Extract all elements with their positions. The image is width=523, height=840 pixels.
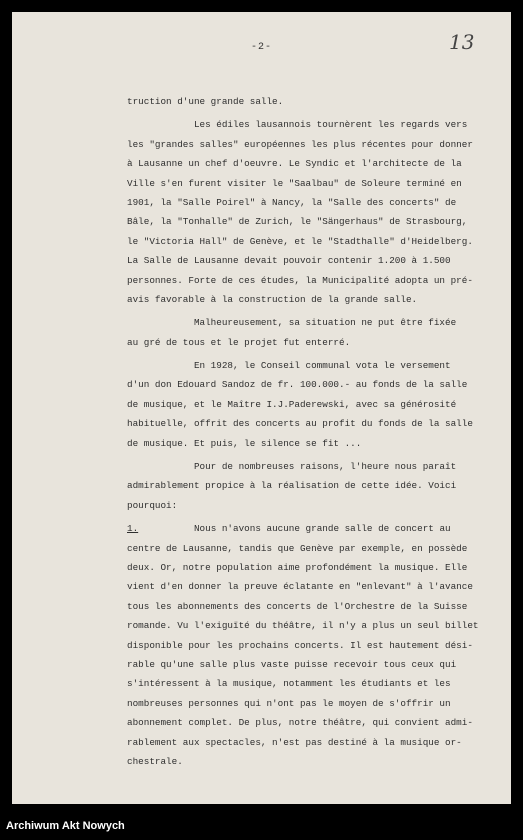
document-body — [127, 92, 492, 771]
text-line: deux. Or, notre population aime profondément la musique. Elle — [127, 561, 468, 573]
text-line: avis favorable à la construction de la grande salle. — [127, 293, 418, 305]
text-line: le "Victoria Hall" de Genève, et le "Stadthalle" d'Heidelberg. — [127, 235, 473, 247]
text-line: d'un don Edouard Sandoz de fr. 100.000.- au fonds de la salle — [127, 379, 468, 391]
archive-label: Archiwum Akt Nowych — [6, 820, 125, 832]
archive-footer — [0, 810, 523, 840]
text-line: chestrale. — [127, 755, 183, 767]
text-line: nombreuses personnes qui n'ont pas le moyen de s'offrir un — [127, 697, 451, 709]
text-line: habituelle, offrit des concerts au profit du fonds de la salle — [127, 418, 473, 430]
text-line: 1901, la "Salle Poirel" à Nancy, la "Salle des concerts" de — [127, 196, 457, 208]
text-line: rablement aux spectacles, n'est pas destiné à la musique or- — [127, 736, 462, 748]
text-line: les "grandes salles" européennes les plus récentes pour donner — [127, 138, 473, 150]
text-line: personnes. Forte de ces études, la Municipalité adopta un pré- — [127, 274, 473, 286]
text-line: La Salle de Lausanne devait pouvoir contenir 1.200 à 1.500 — [127, 255, 451, 267]
text-line: de musique. Et puis, le silence se fit ... — [127, 437, 362, 449]
text-line: truction d'une grande salle. — [127, 96, 284, 107]
list-number: 1. — [127, 523, 139, 535]
document-page — [12, 12, 511, 804]
text-line: 1. Nous n'avons aucune grande salle de concert au — [127, 523, 451, 535]
text-line: s'intéressent à la musique, notamment les étudiants et les — [127, 678, 451, 690]
text-line: au gré de tous et le projet fut enterré. — [127, 336, 351, 348]
text-line: En 1928, le Conseil communal vota le versement — [127, 360, 451, 372]
text-line: à Lausanne un chef d'oeuvre. Le Syndic et l'architecte de la — [127, 158, 462, 170]
text-line: centre de Lausanne, tandis que Genève par exemple, en possède — [127, 542, 468, 554]
folio-number: 13 — [449, 30, 475, 54]
text-line: disponible pour les prochains concerts. Il est hautement dési- — [127, 639, 473, 651]
page-number: -2- — [250, 42, 272, 53]
text-line: romande. Vu l'exiguïté du théâtre, il n'y a plus un seul billet — [127, 620, 479, 632]
text-line: admirablement propice à la réalisation de cette idée. Voici — [127, 480, 457, 492]
text-line: vient d'en donner la preuve éclatante en "enlevant" à l'avance — [127, 581, 473, 593]
text-line: tous les abonnements des concerts de l'Orchestre de la Suisse — [127, 600, 468, 612]
text-line: Bâle, la "Tonhalle" de Zurich, le "Sängerhaus" de Strasbourg, — [127, 216, 468, 228]
text-line: rable qu'une salle plus vaste puisse recevoir tous ceux qui — [127, 658, 457, 670]
text-line: Malheureusement, sa situation ne put être fixée — [127, 317, 457, 329]
text-line: abonnement complet. De plus, notre théâtre, qui convient admi- — [127, 717, 473, 729]
text-line: Les édiles lausannois tournèrent les regards vers — [127, 119, 468, 131]
text-line: Pour de nombreuses raisons, l'heure nous paraît — [127, 461, 457, 473]
text-line: Ville s'en furent visiter le "Saalbau" de Soleure terminé en — [127, 177, 462, 189]
text-line: pourquoi: — [127, 499, 178, 511]
text-line: de musique, et le Maître I.J.Paderewski, avec sa générosité — [127, 398, 457, 410]
